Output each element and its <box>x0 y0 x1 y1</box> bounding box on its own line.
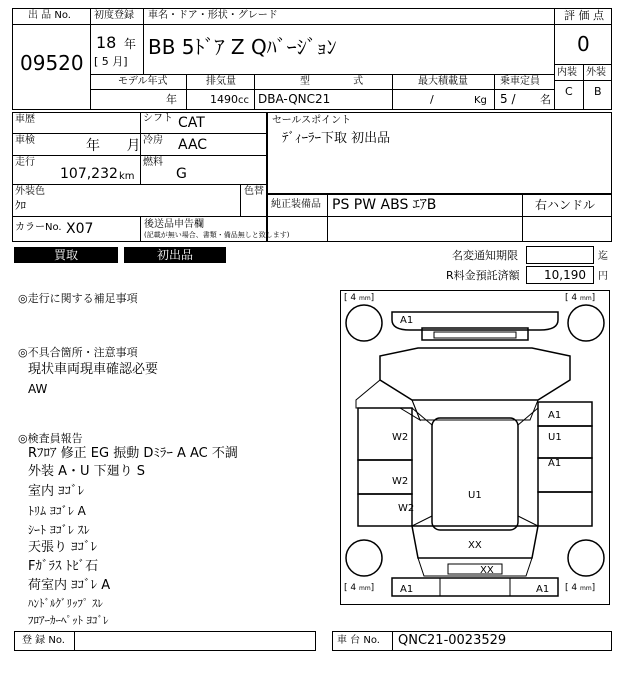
type-value: DBA-QNC21 <box>258 92 331 106</box>
divider <box>554 80 612 81</box>
divider <box>254 74 255 110</box>
history-label: 車歴 <box>15 114 35 125</box>
registration-year: 18 <box>96 33 117 52</box>
damage-mark: W2 <box>392 476 409 487</box>
rear-plate <box>448 564 502 574</box>
lot-number: 09520 <box>20 51 84 75</box>
buy-badge: 買取 <box>14 247 118 263</box>
driving-remarks-title: ◎走行に関する補足事項 <box>18 292 138 305</box>
inspector-line: 天張り ﾖｺﾞﾚ <box>28 540 98 555</box>
chassis-number: QNC21-0023529 <box>398 633 507 648</box>
mileage-unit: km <box>119 171 135 182</box>
divider <box>554 24 612 25</box>
fuel-label: 燃料 <box>143 157 163 168</box>
color-change-label: 色替 <box>244 186 264 197</box>
first-registration-label: 初度登録 <box>94 10 134 21</box>
damage-mark: W2 <box>392 432 409 443</box>
roof-edge <box>518 408 538 425</box>
score-value: 0 <box>577 32 590 56</box>
right-rear-quarter <box>538 492 592 526</box>
hood <box>380 348 570 400</box>
car-name-label: 車名・ドア・形状・グレード <box>148 10 278 21</box>
divider <box>392 74 393 110</box>
recycle-label: R料金預託済額 <box>446 269 520 282</box>
exterior-color-value: ｸﾛ <box>15 199 26 212</box>
inspector-line: ﾌﾛｱｰｶｰﾍﾟｯﾄ ﾖｺﾞﾚ <box>28 614 109 627</box>
divider <box>143 8 144 74</box>
defects-title: ◎不具合箇所・注意事項 <box>18 346 138 359</box>
inspection-label: 車検 <box>15 135 35 146</box>
right-front-fender <box>538 402 592 426</box>
registration-month: [ 5 月] <box>94 55 128 68</box>
defect-line: AW <box>28 382 48 396</box>
inspector-line: 荷室内 ﾖｺﾞﾚ A <box>28 578 111 593</box>
divider <box>90 24 554 25</box>
interior-score-label: 内装 <box>557 67 577 78</box>
corner-label-top-right: [ 4 mm] <box>565 293 596 303</box>
divider <box>240 184 241 216</box>
capacity-value: 5 / <box>500 92 516 106</box>
inspector-title: ◎検査員報告 <box>18 432 83 445</box>
left-front-fender <box>356 380 420 420</box>
inspector-line: ｼｰﾄ ﾖｺﾞﾚ ｽﾚ <box>28 523 90 537</box>
damage-mark: U1 <box>548 432 562 443</box>
wheel-rear-right <box>568 540 604 576</box>
color-no-value: X07 <box>66 221 94 237</box>
first-listing-badge: 初出品 <box>124 247 226 263</box>
divider <box>90 89 554 90</box>
damage-diagram <box>340 290 610 605</box>
capacity-label: 乗車定員 <box>500 76 540 87</box>
corner-label-bottom-left: [ 4 mm] <box>344 583 375 593</box>
inspector-line: ﾄﾘﾑ ﾖｺﾞﾚ A <box>28 504 86 518</box>
handle-value: 右ハンドル <box>535 198 596 212</box>
front-plate <box>434 332 516 338</box>
inspector-line: ﾊﾝﾄﾞﾙｸﾞﾘｯﾌﾟ ｽﾚ <box>28 597 103 610</box>
model-year-unit: 年 <box>166 93 177 106</box>
equipment-label: 純正装備品 <box>271 199 321 210</box>
damage-mark: W2 <box>398 503 415 514</box>
max-load-slash: / <box>430 93 434 106</box>
ac-label: 冷房 <box>143 135 163 146</box>
roof-edge <box>412 516 432 526</box>
damage-mark: A1 <box>400 584 414 595</box>
sales-point-label: セールスポイント <box>272 115 352 126</box>
right-front-door <box>538 426 592 458</box>
ac-value: AAC <box>178 137 208 153</box>
exterior-score: B <box>594 85 602 98</box>
wheel-front-left <box>346 305 382 341</box>
aftermarket-note: (記載が無い場合、書類・備品無しと致します) <box>144 231 290 239</box>
lot-number-label: 出 品 No. <box>28 10 71 21</box>
max-load-unit: Kg <box>474 95 487 106</box>
divider <box>267 216 612 217</box>
inspector-line: 室内 ﾖｺﾞﾚ <box>28 484 85 499</box>
displacement-label: 排気量 <box>206 76 236 87</box>
chassis-label: 車 台 No. <box>337 635 380 646</box>
right-rear-door <box>538 458 592 492</box>
exterior-score-label: 外装 <box>586 67 606 78</box>
divider <box>327 194 328 242</box>
divider <box>392 631 393 651</box>
car-name: BB 5ﾄﾞｱ Z Qﾊﾞｰｼﾞｮﾝ <box>148 35 337 59</box>
roof <box>432 418 518 530</box>
divider <box>140 216 141 242</box>
inspector-line: 外装 A・U 下廻り S <box>28 464 146 479</box>
sales-point-value: ﾃﾞｨｰﾗｰ下取 初出品 <box>282 131 391 146</box>
damage-mark: A1 <box>548 410 562 421</box>
damage-mark: A1 <box>536 584 550 595</box>
defect-line: 現状車両現車確認必要 <box>28 362 159 377</box>
recycle-unit: 円 <box>598 271 608 282</box>
color-no-label: カラーNo. <box>15 222 62 233</box>
displacement-unit: cc <box>238 95 249 106</box>
interior-score: C <box>565 85 573 98</box>
shift-value: CAT <box>178 115 205 131</box>
rear-hatch <box>418 558 532 576</box>
model-year-label: モデル年式 <box>118 76 168 87</box>
divider <box>74 631 75 651</box>
max-load-label: 最大積載量 <box>418 76 468 87</box>
divider <box>494 74 495 110</box>
divider <box>583 64 584 110</box>
inspector-line: Rﾌﾛｱ 修正 EG 振動 Dﾐﾗｰ A AC 不調 <box>28 446 238 461</box>
registration-no-label: 登 録 No. <box>22 635 65 646</box>
capacity-unit: 名 <box>540 93 551 106</box>
corner-label-top-left: [ 4 mm] <box>344 293 375 303</box>
damage-mark: A1 <box>400 315 414 326</box>
mileage-value: 107,232 <box>60 166 118 182</box>
shift-label: シフト <box>143 113 173 124</box>
type-label: 型 式 <box>300 76 364 87</box>
windshield <box>412 400 538 420</box>
divider <box>12 24 90 25</box>
registration-year-unit: 年 <box>124 37 137 51</box>
wheel-rear-left <box>346 540 382 576</box>
recycle-value: 10,190 <box>544 268 586 282</box>
inspection-value: 年 月 <box>86 138 141 154</box>
inspector-line: Fｶﾞﾗｽ ﾄﾋﾞ石 <box>28 559 99 574</box>
name-change-box <box>526 246 594 264</box>
displacement-value: 1490 <box>210 93 238 106</box>
score-label: 評 価 点 <box>564 9 604 22</box>
exterior-color-label: 外装色 <box>15 186 45 197</box>
wheel-front-right <box>568 305 604 341</box>
divider <box>186 74 187 110</box>
name-change-label: 名変通知期限 <box>452 249 518 262</box>
rear-bumper <box>392 578 558 596</box>
divider <box>90 74 554 75</box>
roof-edge <box>518 516 538 526</box>
damage-mark: U1 <box>468 490 482 501</box>
name-change-unit: 迄 <box>598 251 608 262</box>
damage-mark: XX <box>468 540 482 551</box>
fuel-value: G <box>176 166 187 182</box>
damage-mark: A1 <box>548 458 562 469</box>
divider <box>12 184 267 185</box>
divider <box>522 194 523 242</box>
corner-label-bottom-right: [ 4 mm] <box>565 583 596 593</box>
damage-mark: XX <box>480 565 494 576</box>
equipment-value: PS PW ABS ｴｱB <box>332 197 437 213</box>
mileage-label: 走行 <box>15 157 35 168</box>
aftermarket-label: 後送品申告欄 <box>144 219 204 230</box>
